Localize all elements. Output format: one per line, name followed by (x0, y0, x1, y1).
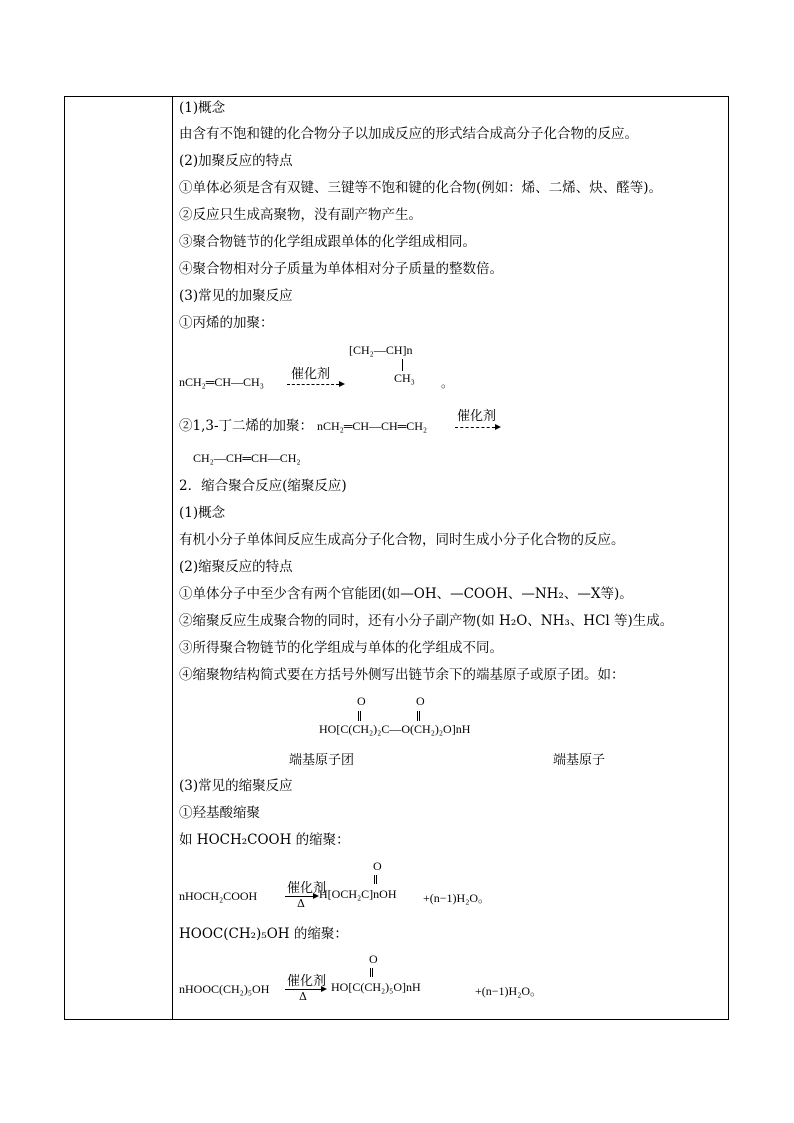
period: 。 (441, 376, 454, 390)
text-line: ④缩聚物结构简式要在方括号外侧写出链节余下的端基原子或原子团。如： (179, 667, 625, 683)
arrow-line (455, 427, 495, 428)
hydroxyhexanoic-reactant: nHOOC(CH₂)₅OH (179, 982, 270, 996)
text-line: 2．缩合聚合反应(缩聚反应) (179, 478, 347, 494)
arrow-line (287, 384, 339, 385)
carbonyl-o: O (369, 952, 378, 966)
propene-polymer: [CH₂—CH]n (349, 343, 413, 357)
text-line: (1)概念 (179, 505, 226, 521)
delta-label: Δ (297, 897, 305, 910)
delta-label: Δ (299, 990, 307, 1003)
end-group-label: 端基原子团 (289, 753, 355, 768)
water-byproduct: +(n−1)H₂O。 (475, 984, 543, 998)
text-line: HOOC(CH₂)₅OH 的缩聚： (179, 926, 348, 942)
text-line: ④聚合物相对分子质量为单体相对分子质量的整数倍。 (179, 261, 503, 277)
text-line: (2)缩聚反应的特点 (179, 559, 293, 575)
catalyst-label: 催化剂 (287, 881, 327, 896)
text-line: ③聚合物链节的化学组成跟单体的化学组成相同。 (179, 234, 476, 250)
glycolic-reactant: nHOCH₂COOH (179, 889, 258, 903)
carbonyl-o: O (416, 694, 425, 708)
text-line: ②1,3-丁二烯的加聚： (179, 418, 314, 434)
text-line: 如 HOCH₂COOH 的缩聚： (179, 832, 350, 848)
text-line: ①单体必须是含有双键、三键等不饱和键的化合物(例如：烯、二烯、炔、醛等)。 (179, 180, 663, 196)
double-bond (358, 711, 361, 721)
text-line: ①丙烯的加聚： (179, 315, 274, 331)
carbonyl-o: O (357, 694, 366, 708)
bond-line (402, 359, 403, 371)
text-line: 由含有不饱和键的化合物分子以加成反应的形式结合成高分子化合物的反应。 (179, 126, 638, 142)
catalyst-label: 催化剂 (457, 409, 497, 424)
carbonyl-o: O (373, 859, 382, 873)
double-bond (374, 875, 377, 884)
content-table (64, 96, 729, 1020)
text-line: ②反应只生成高聚物，没有副产物产生。 (179, 207, 422, 223)
text-line: ③所得聚合物链节的化学组成与单体的化学组成不同。 (179, 640, 503, 656)
text-line: (1)概念 (179, 100, 226, 116)
text-line: ②缩聚反应生成聚合物的同时，还有小分子副产物(如 H₂O、NH₃、HCl 等)生成。 (179, 613, 674, 629)
hydroxyhexanoic-product: HO[C(CH₂)₅O]nH (331, 980, 421, 994)
glycolic-product: H[OCH₂C]nOH (319, 887, 397, 901)
text-line: (3)常见的加聚反应 (179, 288, 293, 304)
butadiene-reactant: nCH₂═CH—CH═CH₂ (317, 419, 428, 433)
double-bond (370, 968, 373, 977)
end-atom-label: 端基原子 (553, 753, 606, 768)
text-line: ①羟基酸缩聚 (179, 805, 260, 821)
polyester-formula: HO[C(CH₂)₂C—O(CH₂)₂O]nH (319, 722, 471, 736)
water-byproduct: +(n−1)H₂O。 (423, 891, 491, 905)
propene-methyl: CH₃ (394, 371, 415, 385)
text-line: 有机小分子单体间反应生成高分子化合物，同时生成小分子化合物的反应。 (179, 532, 625, 548)
arrow-icon (321, 986, 327, 992)
text-line: ①单体分子中至少含有两个官能团(如—OH、—COOH、—NH₂、—X等)。 (179, 586, 633, 602)
text-line: (3)常见的缩聚反应 (179, 778, 293, 794)
propene-reactant: nCH₂═CH—CH₃ (179, 375, 264, 389)
arrow-icon (339, 381, 345, 387)
arrow-icon (495, 424, 501, 430)
catalyst-label: 催化剂 (287, 974, 327, 989)
left-column (65, 97, 173, 1019)
butadiene-product: CH₂—CH═CH—CH₂ (193, 451, 301, 465)
double-bond (417, 711, 420, 721)
catalyst-label: 催化剂 (291, 367, 331, 382)
text-line: (2)加聚反应的特点 (179, 153, 293, 169)
